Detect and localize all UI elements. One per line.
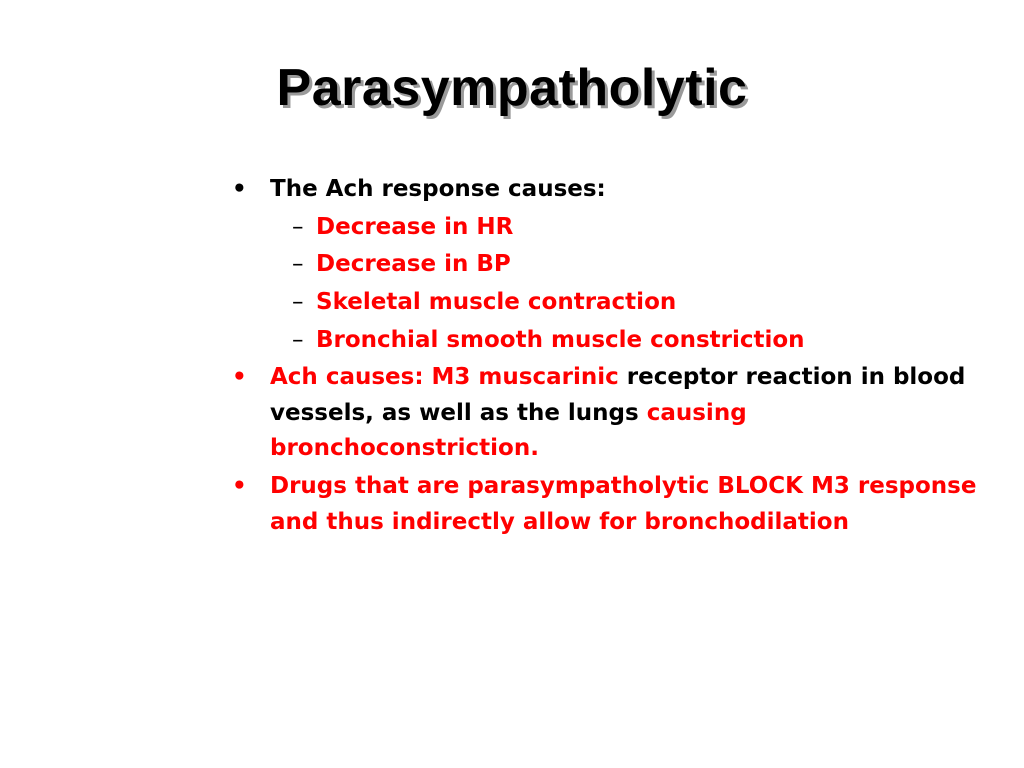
slide-title: Parasympatholytic — [276, 59, 748, 117]
sub-bullet-text: Decrease in HR — [316, 213, 514, 240]
sub-bullet-text: Decrease in BP — [316, 251, 511, 278]
bullet-text-black: receptor reaction in blood vessels, as well as the lungs — [270, 364, 966, 426]
sub-bullet-text: Skeletal muscle contraction — [316, 288, 677, 315]
bullet-text: Drugs that are parasympatholytic BLOCK M3 response and thus indirectly allow for bronchodilation — [270, 473, 977, 535]
bullet-item-m3-muscarinic — [232, 360, 982, 467]
bullet-marker: • — [232, 473, 247, 500]
bullet-item-drugs — [232, 469, 982, 540]
bullet-marker: • — [232, 176, 247, 202]
sub-bullet-item — [270, 210, 982, 246]
dash-marker: – — [292, 213, 304, 240]
sub-bullet-item — [270, 247, 982, 283]
sub-bullet-item — [270, 285, 982, 321]
bullet-list — [232, 172, 982, 540]
bullet-text-red: Ach causes: M3 muscarinic — [270, 364, 627, 391]
sub-bullet-text: Bronchial smooth muscle constriction — [316, 326, 805, 353]
dash-marker: – — [292, 326, 304, 353]
bullet-text-red: causing bronchoconstriction. — [270, 399, 747, 462]
dash-marker: – — [292, 288, 304, 315]
slide-body — [232, 172, 982, 542]
dash-marker: – — [292, 251, 304, 278]
bullet-marker: • — [232, 364, 247, 391]
bullet-text: The Ach response causes: — [270, 176, 606, 202]
sub-bullet-item — [270, 323, 982, 359]
sub-bullet-list — [270, 210, 982, 359]
bullet-item-ach-response — [232, 172, 982, 358]
